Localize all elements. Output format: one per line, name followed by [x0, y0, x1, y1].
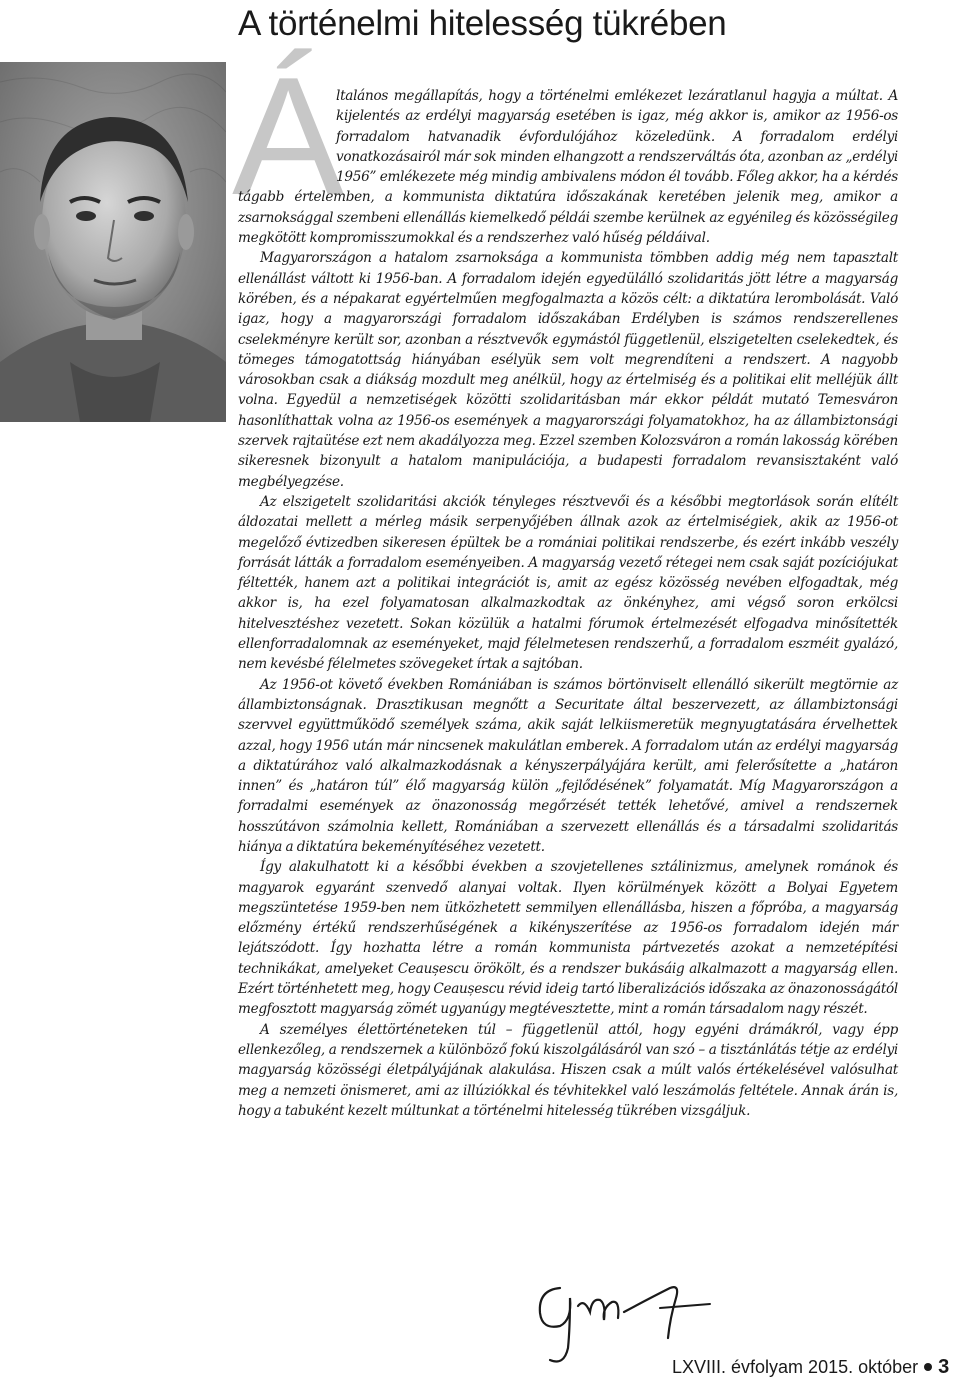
page-footer	[672, 1356, 952, 1379]
article-paragraph: Magyarországon a hatalom zsarnoksága a kommunista tömbben addig még nem tapasztalt ellenállást váltott ki 1956-ban. A forradalom idején egyedülálló szolidaritás jött létre a magyarság körében, és a népakarat egyértelműen megfogalmazta a közös célt: a diktatúra lerombolását. Való igaz, hogy a magyarországi forradalom időszakában Erdélyben is számos rendszerellenes cselekményre került sor, azonban a résztvevők egymástól függetlenül, elszigetelten cselekedtek, és tömeges támogatottság hiányában esélyük sem volt megrendíteni a rendszert. A nagyobb városokban csak a diákság mozdult meg anélkül, hogy az értelmiség és a politikai elit melléjük állt volna. Egyedül a nemzetiségek közötti szolidaritásban már ekkor példát mutató Temesváron hasonlíthattak volna az 1956-os események a magyarországi folyamatokhoz, ha az állambiztonsági szervek rajtaütése ezt nem akadályozza meg. Ezzel szemben Kolozsváron a román lakosság körében sikeresnek bizonyult a hatalom manipulációja, a budapesti forradalom revansisztaként való megbélyegzése.	[238, 250, 898, 490]
article-paragraph: Az 1956-ot követő években Romániában is számos börtönviselt ellenálló sikerült megtörnie az állambiztonságnak. Drasztikusan megnőtt a Securitate által beszervezett, az állambiztonsági szervvel együttműködő személyek száma, akik saját lelkiismeretük megnyugtatására érvelhettek azzal, hogy 1956 után már nincsenek makulátlan emberek. A forradalom után az erdélyi magyarság a diktatúrához való alkalmazkodásnak a kényszerpályájára került, ami felerősítette a „határon innen” és „határon túl” élő magyarság külön „fejlődésének” folyamatát. Míg Magyarországon a forradalmi események az önazonosság megőrzését tették lehetővé, amivel a rendszernek hosszútávon számolnia kellett, Romániában a szervezett ellenállás és a társadalmi szolidaritás hiánya a diktatúra bekeményítéséhez vezetett.	[238, 676, 898, 855]
article-body	[238, 86, 898, 1121]
author-signature	[520, 1268, 750, 1368]
author-portrait-photo	[0, 62, 226, 422]
bullet-separator	[924, 1363, 932, 1371]
article-paragraph: ltalános megállapítás, hogy a történelmi emlékezet lezáratlanul hagyja a múltat. A kijelentés az erdélyi magyarság esetében is igaz, még akkor is, amikor az 1956-os forradalom hatvanadik évfordulójához közeledünk. A forradalom erdélyi vonatkozásairól már sok minden elhangzott a rendszerváltás óta, azonban az „erdélyi 1956” emlékezete még mindig ambivalens módon él tovább. Főleg akkor, ha a kérdés tágabb értelemben, a kommunista diktatúra időszakának keretében jelenik meg, amikor a zsarnoksággal szembeni ellenállás kiemelkedő példái szembe kerülnek az egyénileg és közösségileg megkötött kompromisszumokkal és a rendszerhez való hűség példáival.	[238, 88, 898, 247]
article-paragraph: A személyes élettörténeteken túl – függetlenül attól, hogy egyéni drámákról, vagy épp ellenkezőleg, a rendszernek a különböző fokú kiszolgálásáról van szó – a tisztánlátás tétje az erdélyi magyarság közösségi életpályájának alakulása. Hiszen csak a múlt valós értékelésével valósulhat meg a nemzeti önismeret, ami az illúziókkal és tévhitekkel való leszámolás feltétele. Annak árán is, hogy a tabuként kezelt múltunkat a történelmi hitelesség tükrében vizsgáljuk.	[238, 1021, 898, 1119]
page-number: 3	[938, 1356, 950, 1378]
article-paragraph: Így alakulhatott ki a későbbi években a szovjetellenes sztálinizmus, amelynek románok és magyarok egyaránt szenvedő alanyai voltak. Ilyen körülmények között a Bolyai Egyetem megszüntetése 1959-ben nem ütközhetett semmilyen ellenállásba, hiszen a főpróba, a magyarság előzmény értékű rendszerhűségének a kikényszerítése az 1956-os forradalom idején már lejátszódott. Így hozhatta létre a román kommunista pártvezetés azokat a nemzetépítési technikákat, amelyeket Ceaușescu örökölt, és a rendszer bukásáig alkalmazott a magyarság ellen. Ezért történhetett meg, hogy Ceaușescu révid ideig tartó liberalizációs időszaka az önazonosságától megfosztott magyarság zömét ugyanúgy megtévesztette, mint a román társadalom nagy részét.	[238, 859, 898, 1018]
article-dropcap: Á	[232, 42, 345, 230]
article-title: A történelmi hitelesség tükrében	[238, 4, 727, 43]
article-paragraph: Az elszigetelt szolidaritási akciók tényleges résztvevői és a későbbi megtorlások során elítélt áldozatai mellett a mérleg másik serpenyőjében állnak azok az értelmiségiek, akik az 1956-ot megelőző évtizedben sikeresen épültek be a romániai politikai rendszerbe, és ezért inkább veszély forrását látták a forradalom eseményeiben. A magyarság vezető rétegei nem csak saját pozíciójukat féltették, hanem azt a politikai integrációt is, amit az egész közösség nevében elfogadtak, még akkor is, ha ezel folyamatosan alkalmazkodtak az önkényhez, ami végső soron erkölcsi hitelvesztéshez vezetett. Sokan közülük a hatalmi fórumok értelmezését elfogadva minősítették ellenforradalomnak az eseményeket, majd félelmetesen rendszerhű, a forradalom eszméit gyalázó, nem kevésbé félelmetes szövegeket írtak a sajtóban.	[238, 493, 898, 673]
issue-info: LXVIII. évfolyam 2015. október	[672, 1357, 919, 1377]
